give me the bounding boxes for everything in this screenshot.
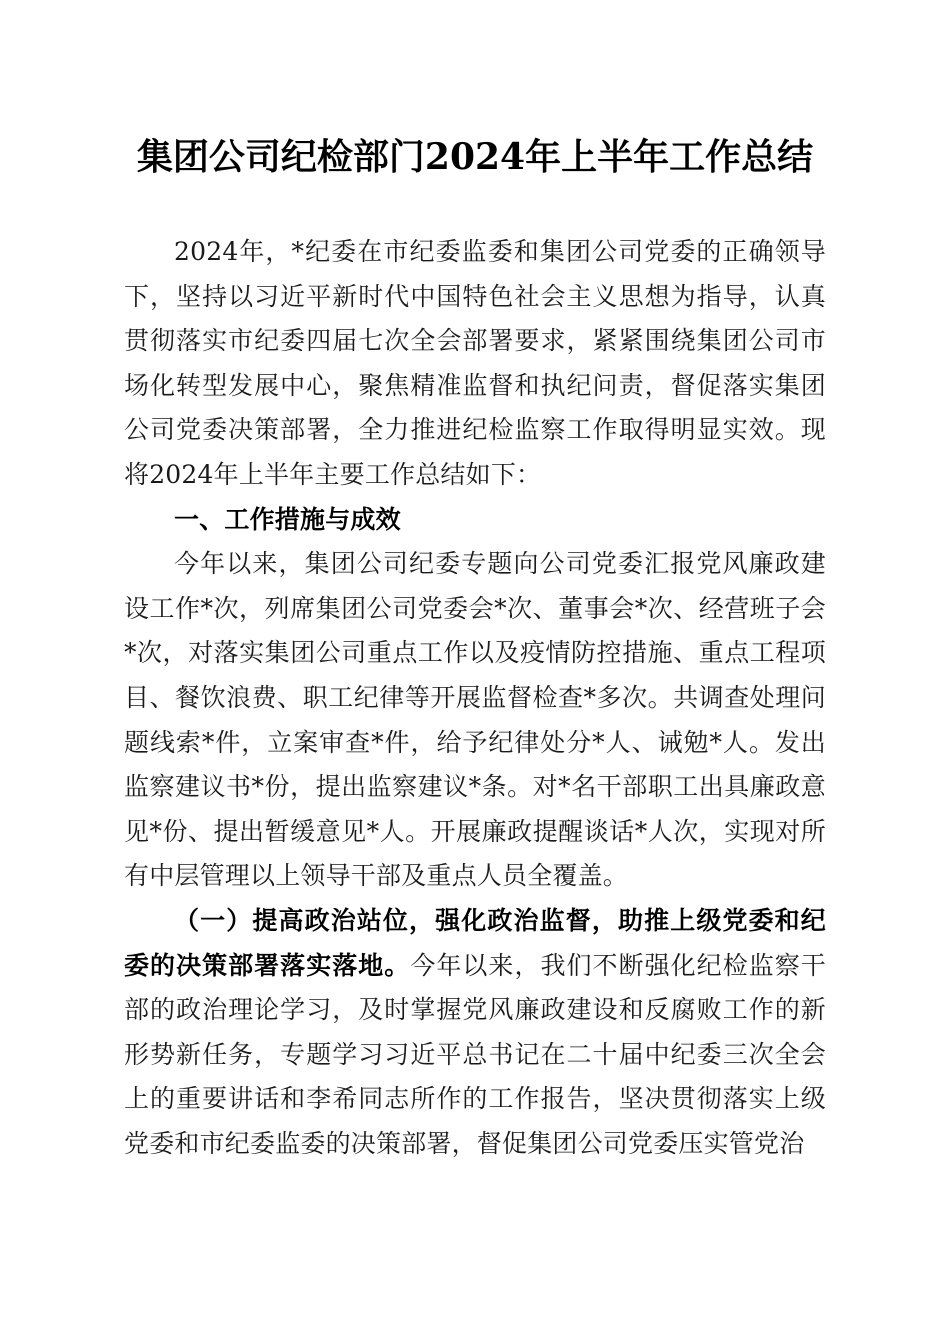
- political-supervision-paragraph: [124, 899, 826, 1167]
- intro-paragraph: 2024年，*纪委在市纪委监委和集团公司党委的正确领导下，坚持以习近平新时代中国特色社会主义思想为指导，认真贯彻落实市纪委四届七次全会部署要求，紧紧围绕集团公司市场化转型发展中心，聚焦精准监督和执纪问责，督促落实集团公司党委决策部署，全力推进纪检监察工作取得明显实效。现将2024年上半年主要工作总结如下：: [124, 237, 826, 489]
- subsection-heading-political-supervision: （一）提高政治站位，强化政治监督，助推上级党委和纪委的决策部署落实落地。: [124, 905, 826, 980]
- measures-summary-paragraph: 今年以来，集团公司纪委专题向公司党委汇报党风廉政建设工作*次，列席集团公司党委会*次、董事会*次、经营班子会*次，对落实集团公司重点工作以及疫情防控措施、重点工程项目、餐饮浪费、职工纪律等开展监督检查*多次。共调查处理问题线索*件，立案审查*件，给予纪律处分*人、诫勉*人。发出监察建议书*份，提出监察建议*条。对*名干部职工出具廉政意见*份、提出暂缓意见*人。开展廉政提醒谈话*人次，实现对所有中层管理以上领导干部及重点人员全覆盖。: [124, 549, 826, 891]
- document-title: 集团公司纪检部门2024年上半年工作总结: [136, 136, 814, 178]
- political-supervision-text: 今年以来，我们不断强化纪检监察干部的政治理论学习，及时掌握党风廉政建设和反腐败工作的新形势新任务，专题学习习近平总书记在二十届中纪委三次全会上的重要讲话和李希同志所作的工作报告，坚决贯彻落实上级党委和市纪委监委的决策部署，督促集团公司党委压实管党治: [124, 950, 827, 1158]
- document-body: [124, 230, 826, 1166]
- section-heading-measures: 一、工作措施与成效: [174, 504, 401, 534]
